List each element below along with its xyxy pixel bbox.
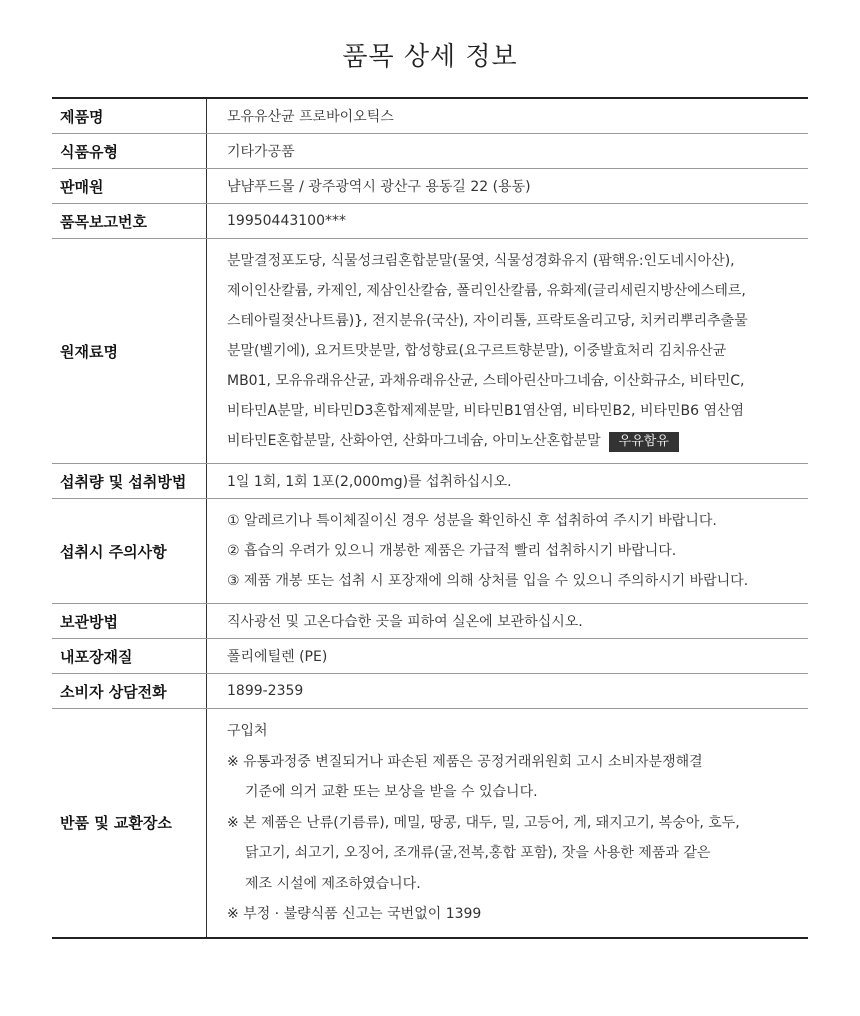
row-label-packaging: 내포장재질: [52, 639, 207, 674]
returns-line: 구입처: [227, 723, 268, 739]
row-value-food-type: 기타가공품: [207, 134, 809, 169]
table-row: [52, 204, 808, 239]
row-value-packaging: 폴리에틸렌 (PE): [207, 639, 809, 674]
allergen-badge: 우유함유: [609, 432, 679, 452]
row-label-ingredients: 원재료명: [52, 239, 207, 464]
returns-line: ※ 본 제품은 난류(기름류), 메밀, 땅콩, 대두, 밀, 고등어, 게, 돼지고기, 복숭아, 호두,: [227, 814, 740, 831]
table-row: [52, 239, 808, 464]
row-value-seller: 냠냠푸드몰 / 광주광역시 광산구 용동길 22 (용동): [207, 169, 809, 204]
returns-line: ※ 부정 · 불량식품 신고는 국번없이 1399: [227, 906, 482, 922]
returns-line: 닭고기, 쇠고기, 오징어, 조개류(굴,전복,홍합 포함), 잣을 사용한 제품과 같은: [245, 845, 711, 861]
row-label-consumer-phone: 소비자 상담전화: [52, 674, 207, 709]
ingredients-line: 비타민E혼합분말, 산화아연, 산화마그네슘, 아미노산혼합분말: [227, 433, 601, 449]
table-row: [52, 604, 808, 639]
table-row: [52, 639, 808, 674]
returns-line: 기준에 의거 교환 또는 보상을 받을 수 있습니다.: [245, 784, 538, 800]
table-row: [52, 674, 808, 709]
table-row: [52, 464, 808, 499]
ingredients-line: 스테아릴젖산나트륨)}, 전지분유(국산), 자이리톨, 프락토올리고당, 치커리뿌리추출물: [227, 313, 748, 329]
table-row: [52, 98, 808, 134]
row-value-returns: [207, 709, 809, 938]
row-label-seller: 판매원: [52, 169, 207, 204]
row-value-ingredients: [207, 239, 809, 464]
row-value-intake: 1일 1회, 1회 1포(2,000mg)를 섭취하십시오.: [207, 464, 809, 499]
table-row: [52, 499, 808, 604]
row-label-caution: 섭취시 주의사항: [52, 499, 207, 604]
caution-line: ② 흡습의 우려가 있으니 개봉한 제품은 가급적 빨리 섭취하시기 바랍니다.: [227, 543, 677, 559]
row-label-returns: 반품 및 교환장소: [52, 709, 207, 938]
table-row: [52, 134, 808, 169]
ingredients-line: 제이인산칼륨, 카제인, 제삼인산칼슘, 폴리인산칼륨, 유화제(글리세린지방산에스테르,: [227, 283, 746, 299]
ingredients-line: 비타민A분말, 비타민D3혼합제제분말, 비타민B1염산염, 비타민B2, 비타민B6 염산염: [227, 403, 745, 419]
product-info-table: [52, 97, 808, 939]
row-label-food-type: 식품유형: [52, 134, 207, 169]
table-row: [52, 169, 808, 204]
caution-line: ① 알레르기나 특이체질이신 경우 성분을 확인하신 후 섭취하여 주시기 바랍니다.: [227, 513, 717, 529]
row-value-storage: 직사광선 및 고온다습한 곳을 피하여 실온에 보관하십시오.: [207, 604, 809, 639]
ingredients-last-line: [227, 426, 808, 456]
returns-line: 제조 시설에 제조하였습니다.: [245, 875, 421, 892]
ingredients-line: MB01, 모유유래유산균, 과채유래유산균, 스테아린산마그네슘, 이산화규소, 비타민C,: [227, 373, 745, 389]
row-label-storage: 보관방법: [52, 604, 207, 639]
ingredients-line: 분말결정포도당, 식물성크림혼합분말(물엿, 식물성경화유지 (팜핵유:인도네시아산),: [227, 253, 735, 269]
row-label-intake: 섭취량 및 섭취방법: [52, 464, 207, 499]
row-value-caution: [207, 499, 809, 604]
row-label-report-number: 품목보고번호: [52, 204, 207, 239]
page-title: 품목 상세 정보: [342, 42, 518, 72]
ingredients-line: 분말(벨기에), 요거트맛분말, 합성향료(요구르트향분말), 이중발효처리 김치유산균: [227, 343, 727, 359]
row-label-product-name: 제품명: [52, 98, 207, 134]
row-value-product-name: 모유유산균 프로바이오틱스: [207, 98, 809, 134]
table-row: [52, 709, 808, 938]
caution-line: ③ 제품 개봉 또는 섭취 시 포장재에 의해 상처를 입을 수 있으니 주의하시기 바랍니다.: [227, 573, 749, 589]
row-value-report-number: 19950443100***: [207, 204, 809, 239]
returns-line: ※ 유통과정중 변질되거나 파손된 제품은 공정거래위원회 고시 소비자분쟁해결: [227, 753, 703, 770]
row-value-consumer-phone: 1899-2359: [207, 674, 809, 709]
